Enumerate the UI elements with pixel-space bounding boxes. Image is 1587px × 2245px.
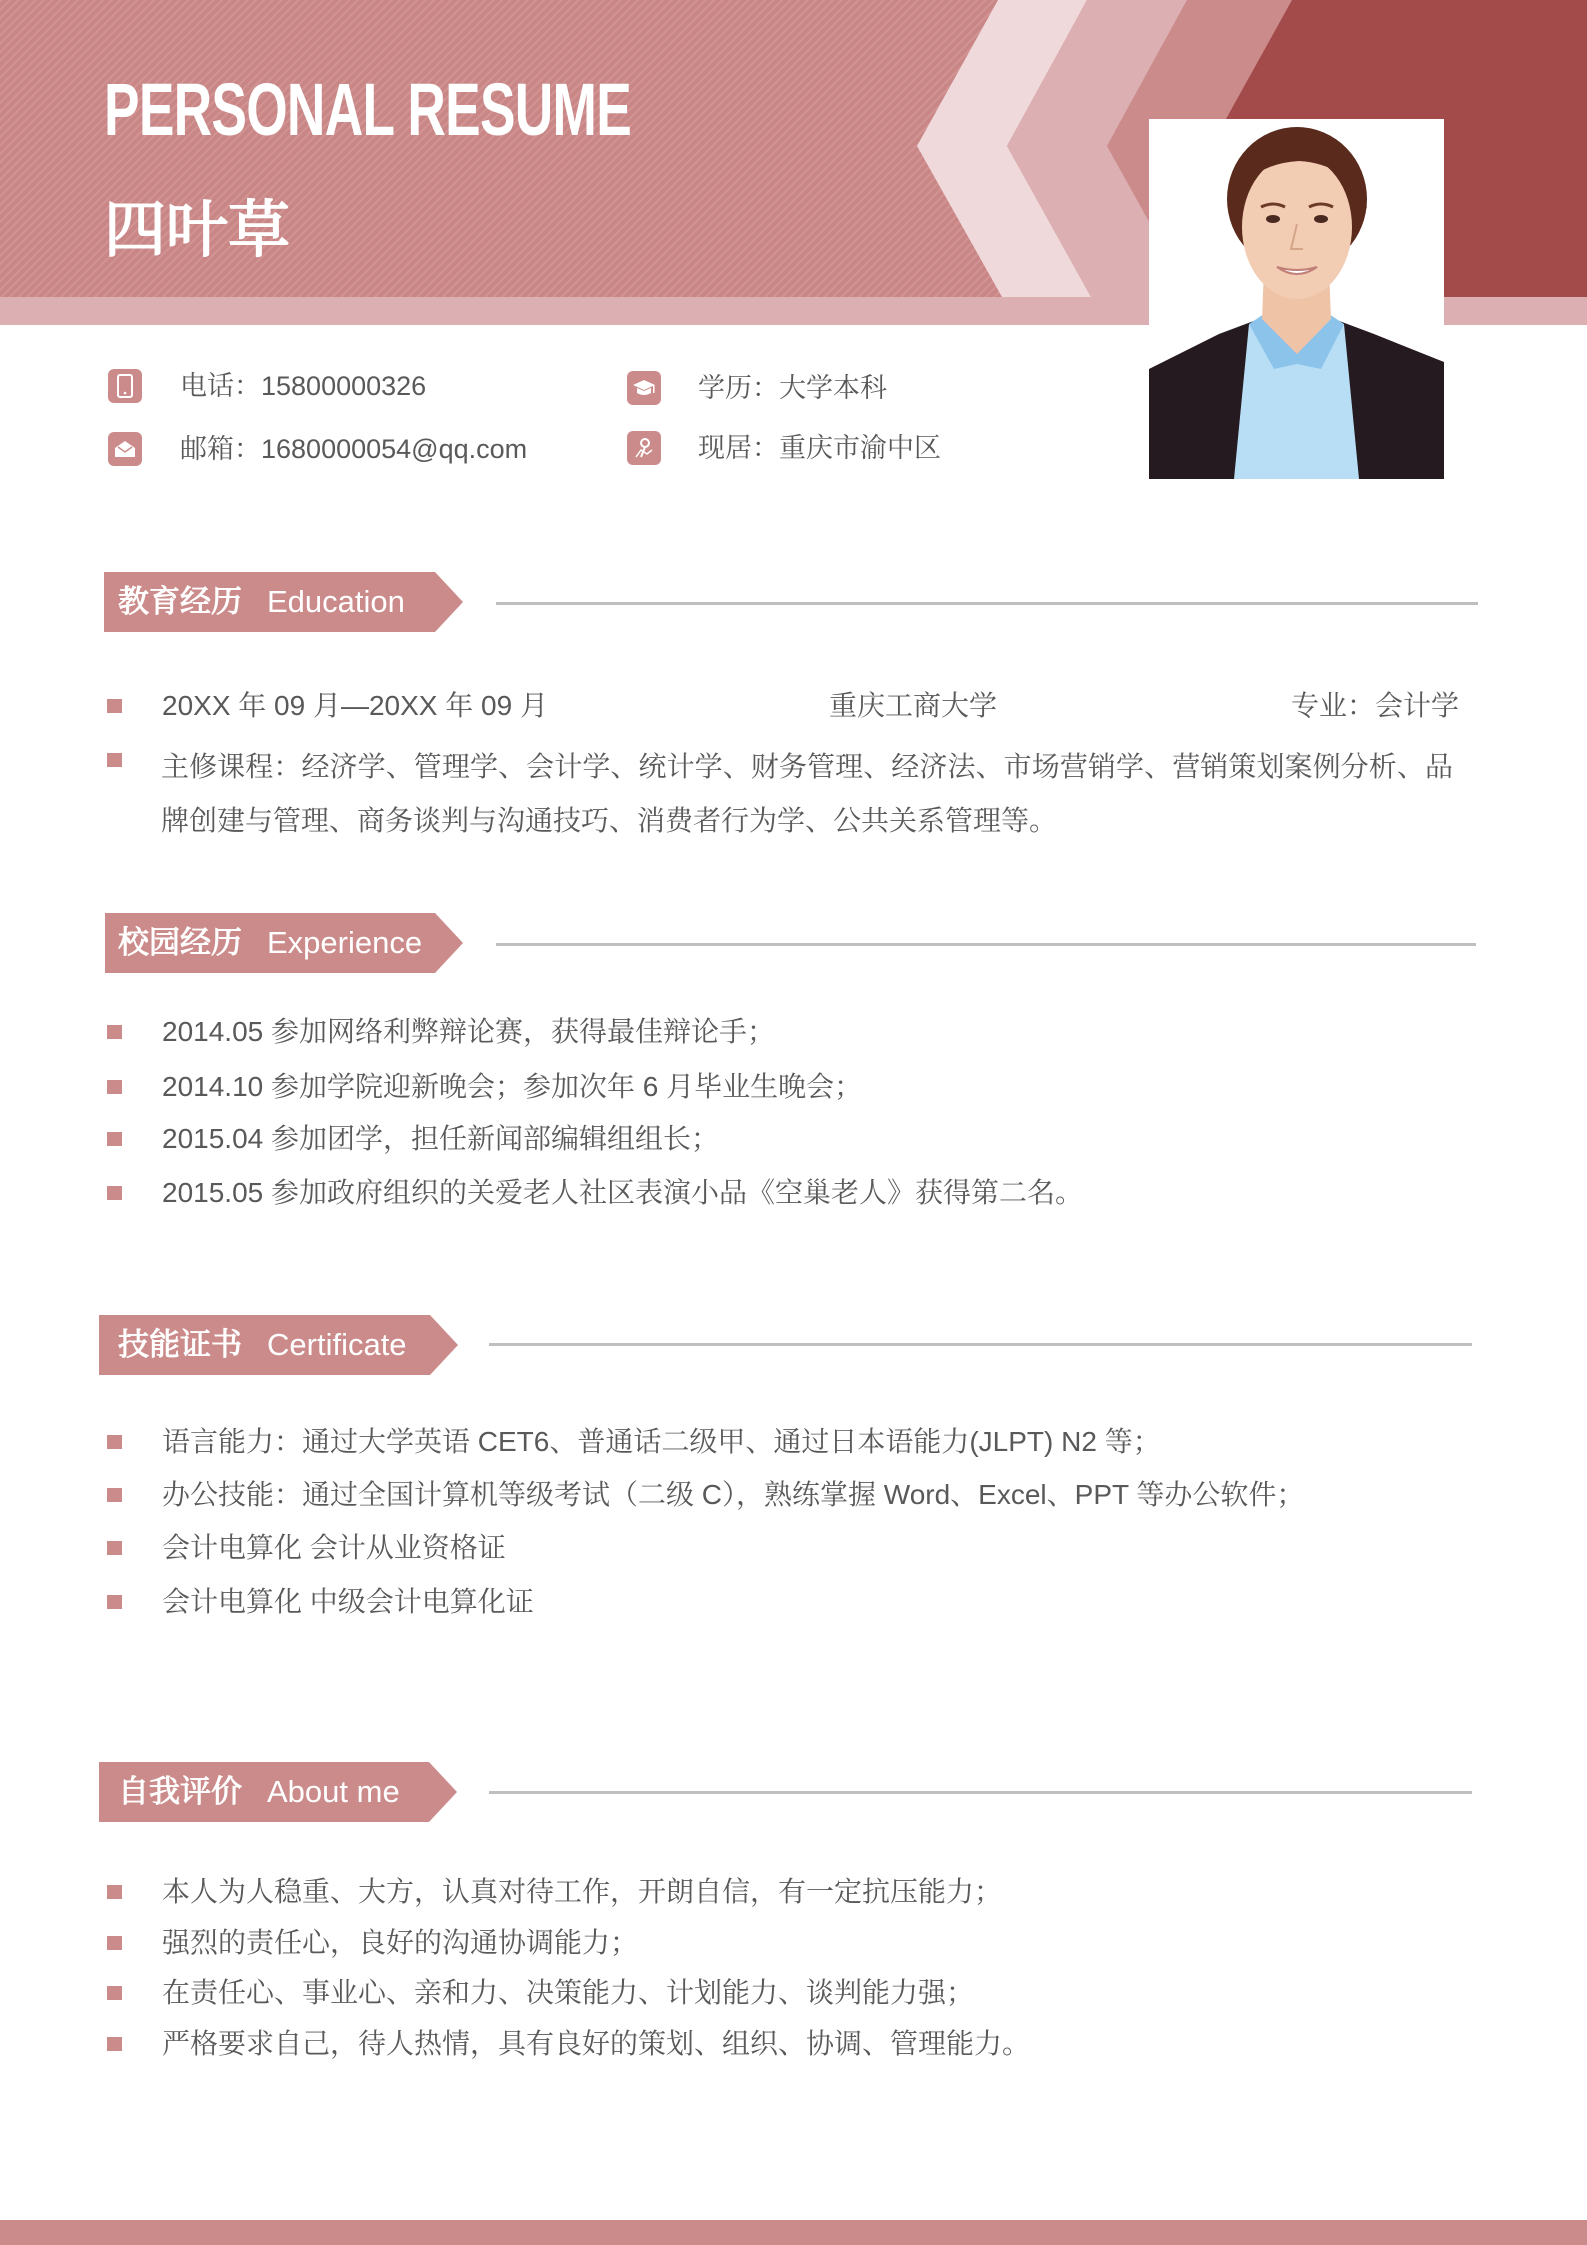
section-title-cn: 技能证书: [118, 1327, 242, 1362]
experience-item: 2015.05 参加政府组织的关爱老人社区表演小品《空巢老人》获得第二名。: [162, 1177, 1083, 1208]
footer-bar: [0, 2220, 1587, 2245]
resume-title: PERSONAL RESUME: [104, 68, 632, 151]
portrait-illustration: [1149, 119, 1444, 479]
experience-item: 2014.10 参加学院迎新晚会；参加次年 6 月毕业生晚会；: [162, 1071, 863, 1102]
bullet-icon: [107, 1885, 122, 1899]
certificate-item: 办公技能：通过全国计算机等级考试（二级 C），熟练掌握 Word、Excel、PPT 等办公软件；: [162, 1479, 1305, 1510]
certificate-item: 会计电算化 中级会计电算化证: [162, 1586, 534, 1617]
candidate-name: 四叶草: [104, 196, 291, 265]
bullet-icon: [107, 1132, 122, 1146]
experience-item: 2015.04 参加团学，担任新闻部编辑组组长；: [162, 1123, 719, 1154]
education-level-text: 学历：大学本科: [698, 373, 887, 403]
section-header-about: [99, 1762, 459, 1822]
bullet-icon: [107, 1435, 122, 1449]
bullet-icon: [107, 1186, 122, 1200]
about-item: 在责任心、事业心、亲和力、决策能力、计划能力、谈判能力强；: [162, 1977, 975, 2008]
section-title-cn: 校园经历: [118, 925, 242, 960]
education-period: 20XX 年 09 月—20XX 年 09 月: [162, 690, 548, 721]
bullet-icon: [107, 1595, 122, 1609]
section-title-cn: 教育经历: [118, 584, 242, 619]
phone-text: 电话：15800000326: [180, 371, 427, 401]
section-header-education: [104, 572, 464, 632]
education-school: 重庆工商大学: [829, 690, 998, 721]
bullet-icon: [107, 1025, 122, 1039]
bullet-icon: [107, 1080, 122, 1094]
section-divider: [489, 1791, 1472, 1794]
about-item: 严格要求自己，待人热情，具有良好的策划、组织、协调、管理能力。: [162, 2028, 1031, 2059]
envelope-icon: [108, 432, 142, 466]
section-title-en: Experience: [267, 925, 423, 960]
section-title-en: About me: [267, 1774, 400, 1809]
profile-photo: [1149, 119, 1444, 479]
section-divider: [496, 602, 1478, 605]
graduation-cap-icon: [627, 371, 661, 405]
bullet-icon: [107, 699, 122, 713]
section-title-cn: 自我评价: [118, 1774, 242, 1809]
phone-icon: [108, 369, 142, 403]
email-text: 邮箱：1680000054@qq.com: [180, 434, 528, 464]
section-divider: [496, 943, 1476, 946]
location-text: 现居：重庆市渝中区: [698, 433, 941, 463]
map-pin-icon: [627, 431, 661, 465]
section-header-certificate: [99, 1315, 459, 1375]
bullet-icon: [107, 1541, 122, 1555]
certificate-item: 会计电算化 会计从业资格证: [162, 1532, 506, 1563]
section-title-en: Education: [267, 584, 405, 619]
bullet-icon: [107, 753, 122, 767]
section-divider: [489, 1343, 1472, 1346]
bullet-icon: [107, 2037, 122, 2051]
education-courses: 主修课程：经济学、管理学、会计学、统计学、财务管理、经济法、市场营销学、营销策划案例分析、品牌创建与管理、商务谈判与沟通技巧、消费者行为学、公共关系管理等。: [161, 751, 1453, 836]
bullet-icon: [107, 1936, 122, 1950]
bullet-icon: [107, 1986, 122, 2000]
bullet-icon: [107, 1488, 122, 1502]
section-title-en: Certificate: [267, 1327, 407, 1362]
section-header-experience: [105, 913, 465, 973]
education-major: 专业：会计学: [1291, 690, 1460, 721]
experience-item: 2014.05 参加网络利弊辩论赛，获得最佳辩论手；: [162, 1016, 775, 1047]
about-item: 本人为人稳重、大方，认真对待工作，开朗自信，有一定抗压能力；: [162, 1876, 1003, 1907]
about-item: 强烈的责任心，良好的沟通协调能力；: [162, 1927, 639, 1958]
certificate-item: 语言能力：通过大学英语 CET6、普通话二级甲、通过日本语能力(JLPT) N2 等；: [162, 1426, 1161, 1457]
